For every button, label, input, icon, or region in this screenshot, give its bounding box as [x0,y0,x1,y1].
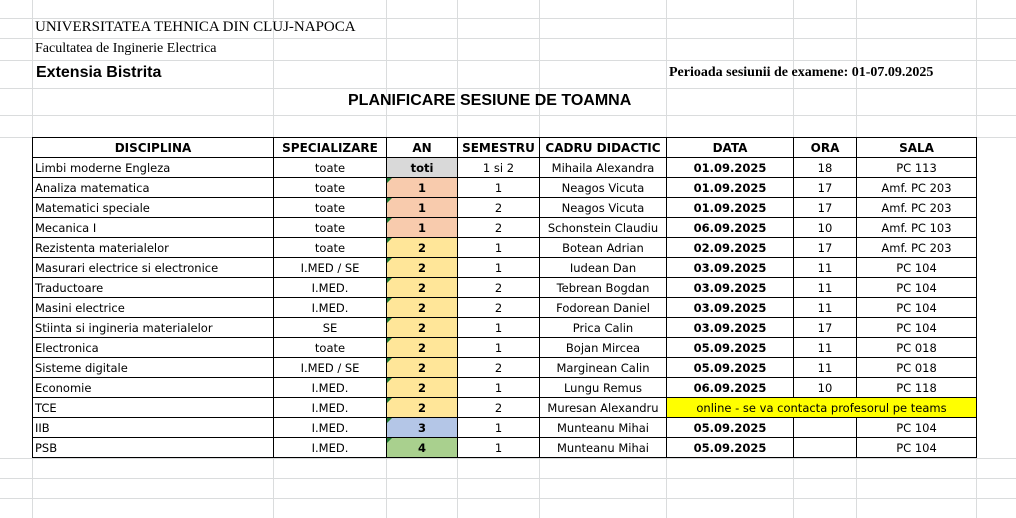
cell-disciplina: Mecanica I [33,218,274,238]
cell-ora: 11 [794,358,857,378]
cell-an: 2 [387,298,458,318]
cell-cadru: Prica Calin [540,318,667,338]
cell-data: 01.09.2025 [667,178,794,198]
cell-disciplina: IIB [33,418,274,438]
cell-semestru: 1 [458,178,540,198]
cell-an: 2 [387,318,458,338]
cell-sala: PC 118 [857,378,977,398]
cell-ora: 11 [794,258,857,278]
cell-ora: 10 [794,218,857,238]
cell-sala: Amf. PC 103 [857,218,977,238]
cell-an: 3 [387,418,458,438]
cell-semestru: 1 [458,238,540,258]
cell-data: 05.09.2025 [667,438,794,458]
table-row [33,198,977,218]
cell-cadru: Schonstein Claudiu [540,218,667,238]
cell-cadru: Neagos Vicuta [540,178,667,198]
table-header-row [33,138,977,158]
cell-an: 2 [387,338,458,358]
cell-data: 06.09.2025 [667,218,794,238]
cell-sala: PC 018 [857,358,977,378]
cell-ora [794,418,857,438]
cell-disciplina: TCE [33,398,274,418]
cell-data: 05.09.2025 [667,338,794,358]
cell-data: 05.09.2025 [667,358,794,378]
cell-cadru: Iudean Dan [540,258,667,278]
cell-disciplina: Stiinta si ingineria materialelor [33,318,274,338]
cell-ora: 11 [794,338,857,358]
cell-an: 2 [387,358,458,378]
cell-semestru: 1 [458,438,540,458]
cell-ora: 11 [794,298,857,318]
extension-name: Extensia Bistrita [36,64,162,81]
cell-cadru: Neagos Vicuta [540,198,667,218]
cell-semestru: 2 [458,278,540,298]
cell-semestru: 1 [458,318,540,338]
cell-an: 1 [387,178,458,198]
cell-sala: PC 018 [857,338,977,358]
cell-data: 01.09.2025 [667,198,794,218]
cell-semestru: 2 [458,358,540,378]
cell-disciplina: Traductoare [33,278,274,298]
cell-an: 2 [387,378,458,398]
col-cadru-didactic: CADRU DIDACTIC [540,138,667,158]
cell-semestru: 2 [458,218,540,238]
cell-cadru: Bojan Mircea [540,338,667,358]
cell-data: 03.09.2025 [667,278,794,298]
cell-disciplina: PSB [33,438,274,458]
cell-cadru: Tebrean Bogdan [540,278,667,298]
cell-disciplina: Analiza matematica [33,178,274,198]
cell-an: 1 [387,198,458,218]
cell-semestru: 1 si 2 [458,158,540,178]
cell-specializare: toate [274,178,387,198]
cell-cadru: Fodorean Daniel [540,298,667,318]
cell-cadru: Munteanu Mihai [540,438,667,458]
cell-data: 05.09.2025 [667,418,794,438]
table-row [33,318,977,338]
exam-schedule-table [32,137,977,458]
cell-specializare: I.MED. [274,398,387,418]
cell-data: 03.09.2025 [667,258,794,278]
col-data: DATA [667,138,794,158]
page-title: PLANIFICARE SESIUNE DE TOAMNA [348,92,632,109]
cell-data: 03.09.2025 [667,298,794,318]
cell-ora: 11 [794,278,857,298]
table-row [33,438,977,458]
cell-sala: Amf. PC 203 [857,178,977,198]
cell-semestru: 1 [458,378,540,398]
cell-disciplina: Limbi moderne Engleza [33,158,274,178]
cell-sala: PC 104 [857,318,977,338]
cell-specializare: I.MED / SE [274,358,387,378]
table-row [33,258,977,278]
cell-specializare: I.MED. [274,438,387,458]
cell-cadru: Botean Adrian [540,238,667,258]
cell-ora: 17 [794,178,857,198]
cell-disciplina: Electronica [33,338,274,358]
cell-specializare: SE [274,318,387,338]
cell-sala: PC 104 [857,438,977,458]
cell-sala: Amf. PC 203 [857,198,977,218]
cell-cadru: Lungu Remus [540,378,667,398]
table-row [33,298,977,318]
cell-an: 2 [387,238,458,258]
col-ora: ORA [794,138,857,158]
cell-specializare: toate [274,158,387,178]
table-row [33,358,977,378]
cell-ora [794,438,857,458]
cell-an: 2 [387,278,458,298]
cell-cadru: Muresan Alexandru [540,398,667,418]
cell-specializare: toate [274,198,387,218]
cell-semestru: 2 [458,298,540,318]
table-row [33,218,977,238]
cell-sala: PC 104 [857,298,977,318]
cell-ora: 17 [794,238,857,258]
cell-semestru: 2 [458,398,540,418]
cell-cadru: Mihaila Alexandra [540,158,667,178]
table-row [33,178,977,198]
cell-an: 2 [387,398,458,418]
col-disciplina: DISCIPLINA [33,138,274,158]
cell-specializare: I.MED. [274,298,387,318]
table-row [33,418,977,438]
table-row [33,378,977,398]
cell-sala: Amf. PC 203 [857,238,977,258]
cell-specializare: I.MED / SE [274,258,387,278]
cell-semestru: 1 [458,258,540,278]
cell-sala: PC 104 [857,418,977,438]
cell-cadru: Marginean Calin [540,358,667,378]
cell-disciplina: Matematici speciale [33,198,274,218]
cell-disciplina: Economie [33,378,274,398]
cell-online-note: online - se va contacta profesorul pe teams [667,398,977,418]
cell-ora: 17 [794,318,857,338]
cell-specializare: toate [274,238,387,258]
table-row [33,278,977,298]
cell-ora: 18 [794,158,857,178]
cell-semestru: 1 [458,338,540,358]
table-row [33,398,977,418]
cell-specializare: toate [274,338,387,358]
cell-specializare: toate [274,218,387,238]
cell-sala: PC 113 [857,158,977,178]
col-sala: SALA [857,138,977,158]
cell-data: 01.09.2025 [667,158,794,178]
col-specializare: SPECIALIZARE [274,138,387,158]
cell-data: 02.09.2025 [667,238,794,258]
cell-disciplina: Masurari electrice si electronice [33,258,274,278]
cell-data: 06.09.2025 [667,378,794,398]
table-row [33,158,977,178]
cell-sala: PC 104 [857,258,977,278]
col-semestru: SEMESTRU [458,138,540,158]
session-period: Perioada sesiunii de examene: 01-07.09.2025 [669,65,934,80]
cell-disciplina: Sisteme digitale [33,358,274,378]
cell-specializare: I.MED. [274,378,387,398]
cell-an: 1 [387,218,458,238]
cell-disciplina: Masini electrice [33,298,274,318]
cell-an: toti [387,158,458,178]
col-an: AN [387,138,458,158]
cell-an: 2 [387,258,458,278]
cell-specializare: I.MED. [274,418,387,438]
cell-ora: 17 [794,198,857,218]
cell-cadru: Munteanu Mihai [540,418,667,438]
cell-specializare: I.MED. [274,278,387,298]
table-row [33,238,977,258]
faculty-name: Facultatea de Inginerie Electrica [35,41,217,56]
cell-data: 03.09.2025 [667,318,794,338]
university-name: UNIVERSITATEA TEHNICA DIN CLUJ-NAPOCA [35,19,356,35]
cell-an: 4 [387,438,458,458]
cell-ora: 10 [794,378,857,398]
cell-sala: PC 104 [857,278,977,298]
cell-disciplina: Rezistenta materialelor [33,238,274,258]
cell-semestru: 1 [458,418,540,438]
table-row [33,338,977,358]
cell-semestru: 2 [458,198,540,218]
